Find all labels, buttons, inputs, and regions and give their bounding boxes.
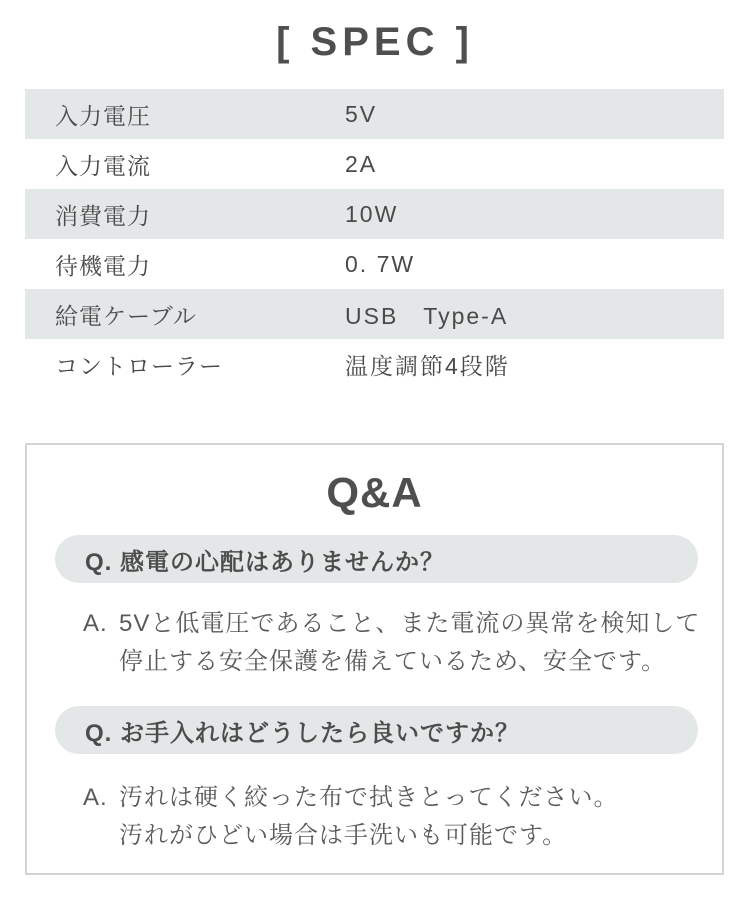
spec-row-label: 待機電力 [55,252,151,279]
qa-answer-text [119,779,619,855]
spec-section-title: [ SPEC ] [276,20,474,64]
spec-table [25,89,724,389]
spec-row [25,289,724,339]
qa-answer-line: 汚れは硬く絞った布で拭きとってください。 [119,784,619,811]
qa-answer-prefix: A. [83,784,108,811]
spec-row [25,139,724,189]
qa-section-title: Q&A [326,469,423,516]
spec-row-label: 消費電力 [55,202,151,229]
qa-answer-text [119,605,700,681]
spec-row-label: コントローラー [55,352,223,379]
spec-row-value: USB Type-A [345,302,509,329]
spec-row [25,89,724,139]
spec-row-label: 給電ケーブル [55,302,197,329]
qa-question-pill: Q. お手入れはどうしたら良いですか？ [55,706,698,754]
spec-row [25,339,724,389]
spec-row-label: 入力電流 [55,152,151,179]
spec-row-value: 0. 7W [345,250,416,277]
qa-section [25,443,724,875]
spec-row-value: 10W [345,200,399,227]
qa-answer-line: 汚れがひどい場合は手洗いも可能です。 [119,822,568,849]
spec-row-value: 2A [345,150,378,177]
spec-row [25,239,724,289]
qa-answer [83,779,619,855]
spec-row [25,189,724,239]
qa-answer-line: 5Vと低電圧であること、また電流の異常を検知して [119,610,701,637]
qa-answer [83,605,700,681]
qa-question-pill: Q. 感電の心配はありませんか？ [55,535,698,583]
spec-row-label: 入力電圧 [55,102,151,129]
qa-answer-line: 停止する安全保護を備えているため、安全です。 [119,648,667,675]
spec-row-value: 温度調節4段階 [345,352,510,379]
qa-answer-prefix: A. [83,610,108,637]
spec-row-value: 5V [345,100,378,127]
